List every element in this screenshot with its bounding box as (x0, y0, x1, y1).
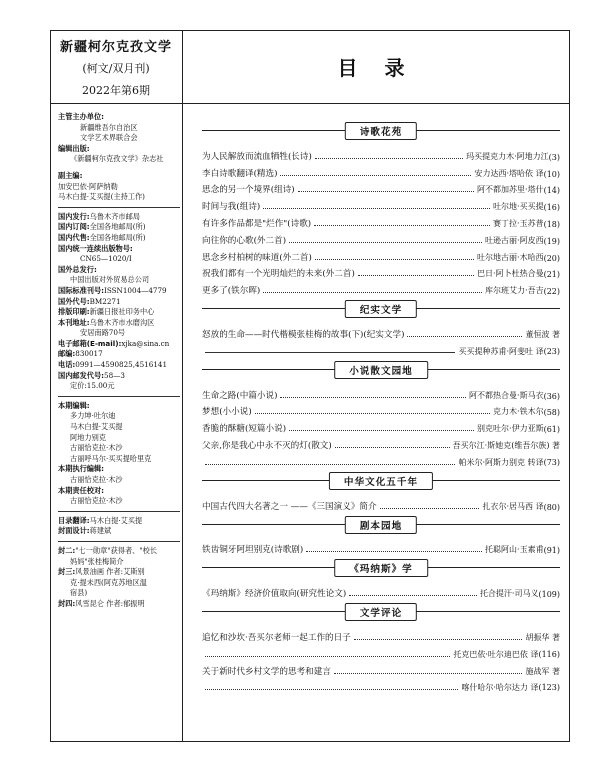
entry-title: 追忆和沙坎·吾买尔老师一起工作的日子 (202, 632, 351, 643)
info-label: 国内邮发代号: (58, 370, 104, 380)
toc-entry[interactable] (202, 660, 560, 677)
entry-author: 阿不都热合曼·斯马衣 (469, 390, 544, 400)
info-row (58, 212, 180, 223)
info-row (58, 328, 180, 339)
entry-title: 思念乡村柏树的味道(外二首) (202, 252, 312, 263)
entry-author: 阿不都加苏里·塔什 (477, 185, 544, 195)
entry-title: 更多了(铁尔晖) (202, 286, 261, 297)
section-title: 剧本园地 (345, 516, 417, 534)
leader-line (205, 689, 458, 690)
info-value: 58—3 (104, 370, 125, 380)
entry-title: 李白诗歌翻译(精选) (202, 168, 278, 179)
info-value: "七一勋章"获得者、"校长 (75, 545, 158, 555)
info-value: 风景油画 作者:艾斯别 (75, 567, 145, 577)
toc-entry[interactable] (202, 195, 560, 212)
info-label: 本期执行编辑: (58, 464, 104, 474)
info-row (58, 588, 180, 599)
dot-leader (334, 673, 523, 674)
entry-author: 吾买尔江·斯她克(维吾尔族) 著 (452, 440, 560, 450)
section-title: 《玛纳斯》学 (334, 559, 428, 577)
info-row (58, 557, 180, 568)
info-row (58, 144, 180, 155)
section-title: 中华文化五千年 (329, 472, 433, 490)
section-title: 纪实文学 (345, 300, 417, 318)
info-row (58, 567, 180, 578)
info-value: 阿地力别克 (70, 432, 106, 442)
info-row (58, 433, 180, 444)
toc-entry[interactable] (202, 384, 560, 401)
info-row (58, 222, 180, 233)
info-value: 全国各地邮局(所) (89, 222, 146, 232)
info-row (58, 339, 180, 350)
info-row (58, 307, 180, 318)
info-row (58, 192, 180, 203)
entry-title: 香脆的酥糖(短篇小说) (202, 424, 287, 435)
entry-translator: 喀什哈尔·哈尔达力 译(123) (461, 683, 560, 693)
toc-entry[interactable] (202, 626, 560, 643)
info-label: 电子邮箱(E-mail): (58, 338, 122, 348)
info-separator (58, 207, 180, 208)
section-header (202, 122, 560, 139)
entry-author: 扎衣尔·居马西 译 (482, 501, 544, 511)
info-row (58, 486, 180, 497)
info-row (58, 381, 180, 392)
info-value: 文学艺术界联合会 (80, 133, 138, 143)
info-value: 古丽恰克拉·木沙 (70, 475, 123, 484)
info-row (58, 464, 180, 475)
entry-author: 赛丁拉·玉苏普 (493, 218, 544, 228)
entry-page: (20) (543, 253, 560, 263)
info-value: 安居南路70号 (80, 328, 126, 338)
dot-leader (380, 508, 480, 509)
info-row (58, 475, 180, 486)
dot-leader (314, 225, 490, 226)
section-header (202, 472, 560, 489)
entry-title: 祝我们都有一个光明灿烂的未来(外二首) (202, 269, 355, 280)
dot-leader (289, 430, 474, 431)
entry-author: 吐逊古丽·阿皮西 (485, 235, 544, 245)
toc-entry[interactable] (202, 495, 560, 512)
info-row (58, 275, 180, 286)
dot-leader (289, 242, 482, 243)
dot-leader (298, 191, 474, 192)
info-value: 新疆维吾尔自治区 (80, 122, 138, 132)
info-value: xjka@sina.cn (121, 338, 170, 348)
toc-entry[interactable] (202, 212, 560, 229)
entry-page: (91) (543, 546, 560, 556)
info-label: 主管主办单位: (58, 112, 104, 121)
leader-line (205, 656, 450, 657)
info-value: 克·提未西(阿克苏地区温 (70, 577, 147, 587)
magazine-title: 新疆柯尔克孜文学 (59, 40, 172, 55)
toc-entry-translator (202, 643, 560, 660)
info-row (58, 360, 180, 371)
dot-leader (263, 208, 490, 209)
info-label: 国内发行: (58, 211, 90, 221)
section-header (202, 516, 560, 533)
entry-page: (16) (543, 203, 560, 213)
leader-line (205, 464, 455, 465)
magazine-subtitle: (柯文/双月刊) (82, 62, 150, 75)
dot-leader (315, 158, 463, 159)
entry-page: (22) (543, 287, 560, 297)
info-row (58, 154, 180, 165)
entry-author: 安力达西·塔哈依 译 (474, 168, 544, 178)
info-value: 0991—4590825,4516141 (75, 360, 168, 370)
entry-author: 库尔班艾力·吾吉 (485, 286, 544, 296)
info-value: 马木白提·艾买提 (70, 422, 123, 432)
info-value: 中国出版对外贸易总公司 (70, 275, 150, 285)
section-header (202, 559, 560, 576)
info-row (58, 297, 180, 308)
info-value: BM2271 (89, 296, 121, 306)
dot-leader (354, 639, 523, 640)
toc-entry[interactable] (202, 179, 560, 196)
info-label: 国内代售: (58, 232, 90, 242)
toc-entry[interactable] (202, 539, 560, 556)
entry-author: 吐尔地古丽·木哈西 (477, 252, 544, 262)
info-row (58, 318, 180, 329)
info-label: 邮编: (58, 349, 76, 359)
info-value: CN65—1020/I (80, 254, 132, 264)
dot-leader (280, 175, 471, 176)
toc-entry[interactable] (202, 162, 560, 179)
info-label: 国内统一连续出版物号: (58, 243, 133, 253)
entry-translator: 帕米尔·阿斯力别克 转译(73) (458, 457, 560, 467)
toc-entry-translator (202, 340, 560, 357)
info-row (58, 371, 180, 382)
info-value: 乌鲁木齐市水磨沟区 (89, 317, 155, 327)
info-label: 封三: (58, 567, 76, 577)
entry-title: 思念的另一个境界(组诗) (202, 185, 295, 196)
entry-author: 胡振华 著 (525, 632, 560, 642)
info-value: 风雪昆仑 作者:郁振明 (75, 598, 145, 608)
toc-heading: 目 录 (337, 56, 415, 80)
section-title: 文学评论 (345, 603, 417, 621)
dot-leader (407, 336, 522, 337)
info-label: 电话: (58, 360, 76, 370)
dot-leader (263, 292, 482, 293)
info-value: 古丽恰克拉·木沙 (70, 496, 123, 506)
toc-entry[interactable] (202, 417, 560, 434)
dot-leader (315, 259, 474, 260)
entry-author: 董恒波 著 (525, 329, 560, 339)
info-label: 封面设计: (58, 526, 90, 536)
info-separator (58, 541, 180, 542)
info-value: 古丽呼马尔·买买提哈里克 (70, 453, 152, 463)
publication-info (58, 112, 180, 610)
dot-leader (349, 595, 477, 596)
dot-leader (306, 551, 482, 552)
info-value: 妈妈"张桂梅简介 (70, 556, 124, 566)
info-value: 新疆日报社印务中心 (89, 307, 155, 317)
toc-entry[interactable] (202, 434, 560, 451)
toc-entry[interactable] (202, 229, 560, 246)
info-value: 蒋建斌 (89, 526, 112, 536)
info-label: 本期编辑: (58, 400, 90, 410)
info-label: 本期责任校对: (58, 485, 104, 495)
dot-leader (280, 397, 466, 398)
entry-author: 托聪阿山·玉素甫 (485, 545, 544, 555)
info-value: ISSN1004—4779 (104, 285, 167, 295)
entry-page: (10) (543, 169, 560, 179)
entry-author: 巴日·阿卜杜热合曼 (477, 269, 544, 279)
info-value: 宿县) (70, 588, 88, 598)
info-row (58, 443, 180, 454)
dot-leader (255, 413, 490, 414)
entry-title: 为人民解放而流血牺牲(长诗) (202, 151, 312, 162)
info-value: 全国各地邮局(所) (89, 232, 146, 242)
entry-author: 托合提汗·司马义 (479, 589, 539, 599)
entry-title: 中国古代四大名著之一 ——《三国演义》简介 (202, 501, 377, 512)
info-separator (58, 396, 180, 397)
entry-translator: 托克巴依·吐尔迪巴依 译(116) (453, 649, 560, 659)
entry-author: 克力木·铁木尔 (493, 407, 544, 417)
info-label: 国际标准刊号: (58, 285, 104, 295)
entry-title: 梦想(小小说) (202, 407, 252, 418)
entry-title: 时间与我(组诗) (202, 202, 261, 213)
info-label: 编辑出版: (58, 143, 90, 153)
info-row (58, 133, 180, 144)
info-row (58, 516, 180, 527)
entry-title: 铁齿铜牙阿坦别克(诗歌剧) (202, 545, 304, 556)
entry-author: 施战军 著 (525, 666, 560, 676)
info-label: 副主编: (58, 170, 83, 180)
info-label: 封二: (58, 545, 76, 555)
dot-leader (335, 447, 450, 448)
entry-page: (58) (543, 408, 560, 418)
toc-entry-translator (202, 451, 560, 468)
entry-title: 《玛纳斯》经济价值取向(研究性论文) (202, 589, 347, 600)
info-row (58, 171, 180, 182)
info-label: 目录翻译: (58, 515, 90, 525)
info-label: 排版印刷: (58, 307, 90, 317)
section-header (202, 300, 560, 317)
entry-title: 有许多作品都是"烂作"(诗歌) (202, 218, 312, 229)
entry-page: (36) (543, 391, 560, 401)
info-value: 多力坤·吐尔迪 (70, 411, 116, 421)
info-row (58, 422, 180, 433)
section-header (202, 603, 560, 620)
info-row (58, 578, 180, 589)
info-row (58, 182, 180, 193)
entry-page: (14) (543, 186, 560, 196)
section-title: 诗歌花苑 (345, 122, 417, 140)
entry-author: 别克吐尔·伊力亚斯 (477, 424, 544, 434)
toc-entry[interactable] (202, 279, 560, 296)
info-separator (58, 511, 180, 512)
entry-page: (61) (543, 425, 560, 435)
entry-page: (21) (543, 270, 560, 280)
entry-page: (18) (543, 219, 560, 229)
toc-entry[interactable] (202, 263, 560, 280)
entry-title: 关于新时代乡村文学的思考和建言 (202, 666, 331, 677)
entry-title: 生命之路(中篇小说) (202, 390, 278, 401)
info-value: 定价:15.00元 (70, 381, 115, 391)
column-divider (182, 30, 183, 742)
info-row (58, 496, 180, 507)
magazine-issue: 2022年第6期 (82, 84, 150, 97)
info-value: 加安巴依·阿萨纳勒 (58, 181, 118, 191)
table-of-contents (202, 118, 560, 693)
toc-entry[interactable] (202, 323, 560, 340)
info-row (58, 265, 180, 276)
info-value: 《新疆柯尔克孜文学》杂志社 (70, 154, 164, 164)
info-row (58, 112, 180, 123)
entry-page: (3) (548, 152, 560, 162)
info-label: 国内订阅: (58, 222, 90, 232)
entry-page: (109) (538, 590, 560, 600)
toc-entry[interactable] (202, 401, 560, 418)
info-row (58, 244, 180, 255)
entry-title: 怒放的生命——时代楷模张桂梅的故事(下)(纪实文学) (202, 329, 405, 340)
entry-title: 父亲,你是我心中永不灭的灯(散文) (202, 440, 332, 451)
entry-title: 向往你的心歌(外二首) (202, 235, 287, 246)
entry-author: 吐尔地·买买提 (493, 202, 544, 212)
dot-leader (358, 275, 474, 276)
info-row (58, 454, 180, 465)
info-row (58, 401, 180, 412)
info-label: 国外代号: (58, 296, 90, 306)
section-title: 小说散文园地 (334, 361, 428, 379)
toc-entry[interactable] (202, 246, 560, 263)
info-label: 国外总发行: (58, 264, 97, 274)
info-value: 马木白提·艾买提(主持工作) (58, 192, 145, 202)
info-label: 本刊地址: (58, 317, 90, 327)
info-value: 马木白提·艾买提 (89, 515, 143, 525)
info-row (58, 233, 180, 244)
toc-entry[interactable] (202, 582, 560, 599)
info-row (58, 349, 180, 360)
entry-page: (80) (543, 502, 560, 512)
info-value: 古丽恰克拉·木沙 (70, 443, 123, 453)
info-row (58, 411, 180, 422)
info-row (58, 526, 180, 537)
section-header (202, 361, 560, 378)
toc-entry-translator (202, 677, 560, 694)
info-row (58, 254, 180, 265)
entry-page: (19) (543, 236, 560, 246)
info-row (58, 546, 180, 557)
info-row (58, 599, 180, 610)
entry-translator: 买买提种苏甫·阿斐吐 译(23) (458, 346, 560, 356)
toc-entry[interactable] (202, 145, 560, 162)
header-divider (50, 103, 570, 104)
leader-line (205, 352, 455, 353)
info-row (58, 286, 180, 297)
info-value: 830017 (75, 349, 103, 359)
entry-author: 玛买提克力木·阿地力江 (466, 151, 549, 161)
info-value: 乌鲁木齐市邮局 (89, 211, 140, 221)
info-label: 封四: (58, 598, 76, 608)
info-row (58, 123, 180, 134)
